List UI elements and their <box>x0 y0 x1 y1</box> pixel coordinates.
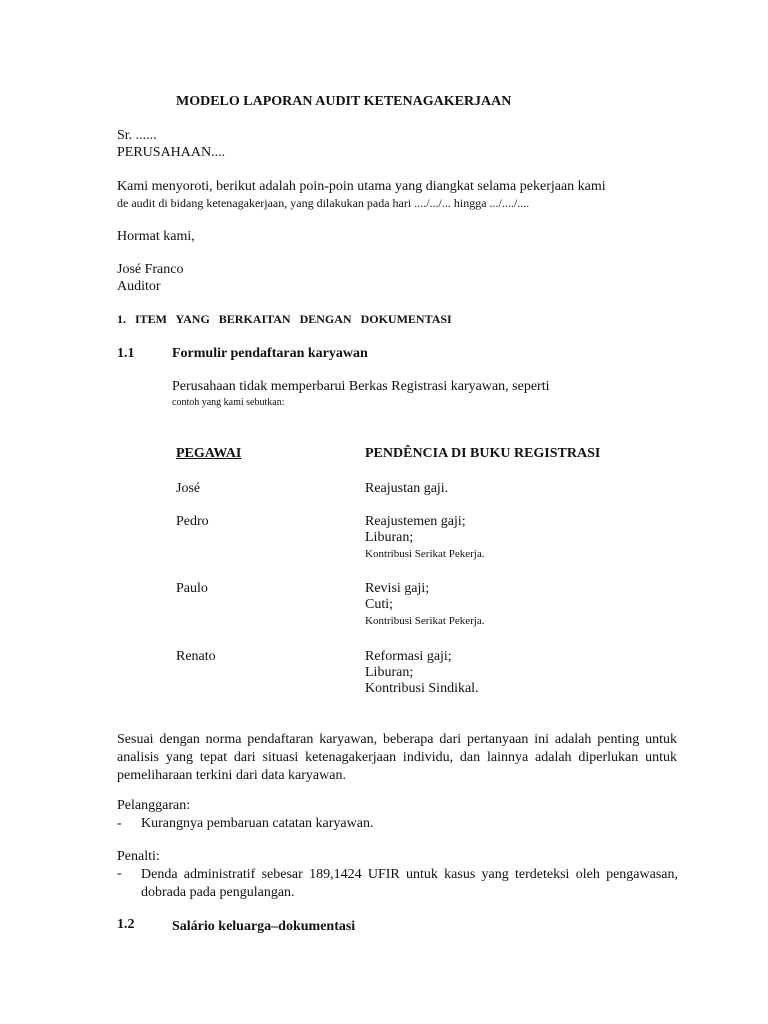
paragraph-line-1: Perusahaan tidak memperbarui Berkas Registrasi karyawan, seperti <box>172 379 550 394</box>
table-row-name: Paulo <box>176 581 208 596</box>
signer-role: Auditor <box>117 279 161 294</box>
table-row-item: Reformasi gaji; <box>365 649 452 664</box>
subsection-title: Formulir pendaftaran karyawan <box>172 346 368 361</box>
table-row-item: Liburan; <box>365 530 414 545</box>
table-row-item: Kontribusi Sindikal. <box>365 681 479 696</box>
section-heading: 1. ITEM YANG BERKAITAN DENGAN DOKUMENTASI <box>117 312 452 326</box>
table-row-item: Cuti; <box>365 597 394 612</box>
table-row-item: Reajustemen gaji; <box>365 514 466 529</box>
violation-bullet: - <box>117 816 122 831</box>
table-row-name: Renato <box>176 649 216 664</box>
table-row-item: Liburan; <box>365 665 414 680</box>
violation-item: Kurangnya pembaruan catatan karyawan. <box>141 816 374 831</box>
company-name: PERUSAHAAN.... <box>117 145 226 160</box>
table-row-item: Kontribusi Serikat Pekerja. <box>365 615 485 627</box>
subsection-number: 1.1 <box>117 346 135 361</box>
summary-paragraph: Sesuai dengan norma pendaftaran karyawan, beberapa dari pertanyaan ini adalah penting untuk analisis yang tepat dari situasi ketenagakerjaan individu, dan lainnya adalah diperlukan untuk pemeliharaan terkini dari data karyawan. <box>117 732 677 783</box>
table-row-item: Revisi gaji; <box>365 581 430 596</box>
document-title: MODELO LAPORAN AUDIT KETENAGAKERJAAN <box>176 94 512 109</box>
intro-line-2: de audit di bidang ketenagakerjaan, yang dilakukan pada hari ..../.../... hingga .../..../.... <box>117 196 530 210</box>
table-row-name: José <box>176 481 201 496</box>
subsection-number: 1.2 <box>117 917 135 932</box>
table-row-name: Pedro <box>176 514 209 529</box>
intro-line-1: Kami menyoroti, berikut adalah poin-poin utama yang diangkat selama pekerjaan kami <box>117 179 606 194</box>
table-header-pending: PENDÊNCIA DI BUKU REGISTRASI <box>365 446 601 461</box>
table-row-item: Reajustan gaji. <box>365 481 449 496</box>
subsection-title: Salário keluarga–dokumentasi <box>172 919 356 934</box>
closing: Hormat kami, <box>117 229 195 244</box>
penalty-label: Penalti: <box>117 849 160 864</box>
table-header-employee-label: PEGAWAI <box>176 446 242 461</box>
paragraph-line-2: contoh yang kami sebutkan: <box>172 397 285 408</box>
penalty-item: Denda administratif sebesar 189,1424 UFIR untuk kasus yang terdeteksi oleh pengawasan, dobrada pada pengulangan. <box>141 867 678 900</box>
penalty-bullet: - <box>117 866 122 881</box>
signer-name: José Franco <box>117 262 184 277</box>
violation-label: Pelanggaran: <box>117 798 191 813</box>
table-header-employee <box>176 446 287 462</box>
salutation: Sr. ...... <box>117 128 157 143</box>
table-row-item: Kontribusi Serikat Pekerja. <box>365 548 485 560</box>
